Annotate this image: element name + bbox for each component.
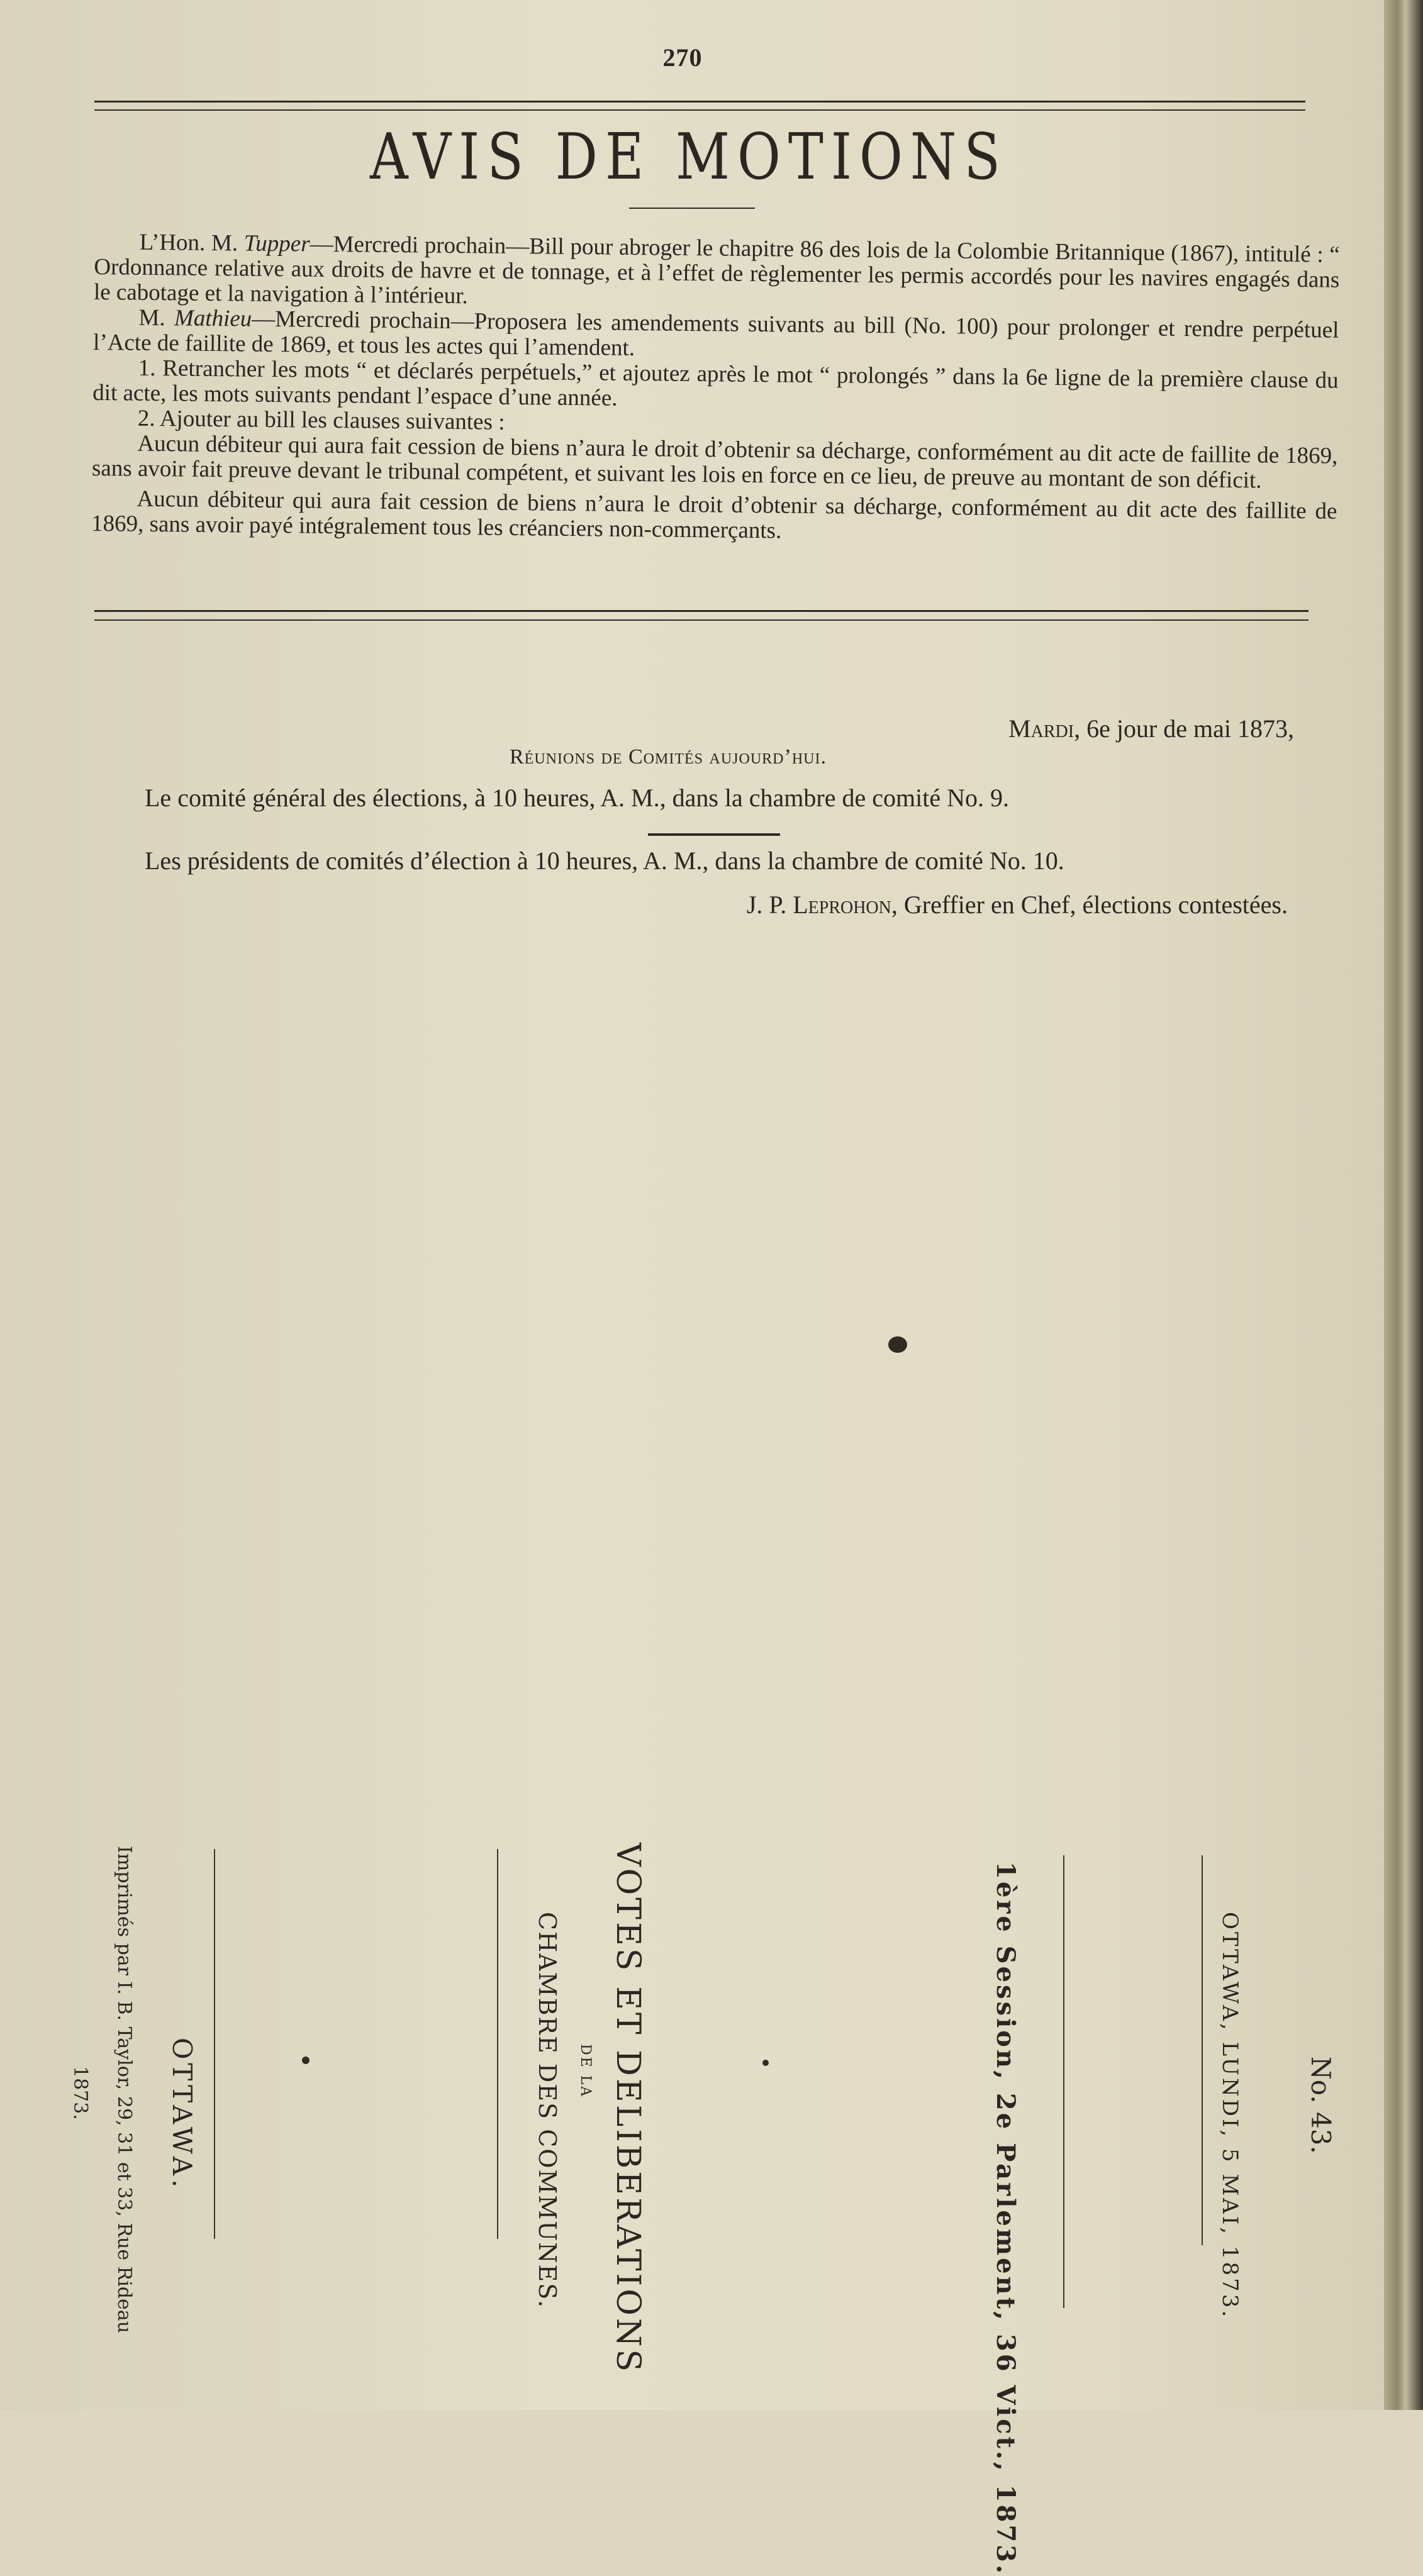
docket-year: 1873.	[69, 2066, 91, 2120]
docket-city: OTTAWA.	[167, 2038, 198, 2192]
motion-text: —Mercredi prochain—Proposera les amendements suivants au bill (No. 100) pour prolonger et rendre perpétuel l’Acte de faillite de 1869, et tous les actes qui l’amendent.	[92, 306, 1339, 362]
notice-date-text: 6e jour de mai 1873,	[1086, 714, 1294, 743]
docket-title: VOTES ET DELIBERATIONS	[609, 1843, 647, 2374]
notice-day: Mardi,	[1008, 714, 1081, 743]
notice-date	[1008, 714, 1294, 743]
presidents-meeting: Les présidents de comités d’élection à 10 heures, A. M., dans la chambre de comité No. 10.	[145, 847, 1064, 875]
endorsement-divider	[497, 1849, 498, 2239]
ink-spot	[302, 2057, 310, 2064]
docket-de-la: DE LA	[578, 2044, 593, 2099]
ink-spot	[888, 1336, 907, 1353]
signatory-name: J. P. Leprohon,	[746, 891, 898, 919]
docket-date: OTTAWA, LUNDI, 5 MAI, 1873.	[1217, 1912, 1242, 2320]
motion-mover: Tupper	[243, 230, 310, 257]
section-rule	[94, 610, 1309, 612]
amendment-clause-1: Aucun débiteur qui aura fait cession de biens n’aura le droit d’obtenir sa décharge, conformément au dit acte de faillite de 1869, sans avoir fait preuve devant le tribunal compétent, et suivant les lois en force en ce lieu, de preuve au montant de son déficit.	[91, 430, 1338, 494]
motion-speaker: M.	[138, 304, 165, 331]
motion-text: —Mercredi prochain—Bill pour abroger le chapitre 86 des lois de la Colombie Britannique (1867), intitulé : “ Ordonnance relative aux droits de havre et de tonnage, et à l’effet de règlementer les permis accordés pour les navires engagés dans le cabotage et la navigation à l’intérieur.	[93, 231, 1340, 309]
meetings-heading: Réunions de Comités aujourd’hui.	[510, 745, 827, 769]
signature	[747, 890, 1288, 919]
motion-mover: Mathieu	[174, 305, 252, 332]
top-rule-inner	[94, 109, 1305, 111]
docket-number: No. 43.	[1305, 2057, 1336, 2154]
section-title: AVIS DE MOTIONS	[370, 119, 1008, 194]
docket-chamber: CHAMBRE DES COMMUNES.	[533, 1912, 561, 2309]
committee-meeting: Le comité général des élections, à 10 heures, A. M., dans la chambre de comité No. 9.	[145, 784, 1009, 812]
amendment-clause-2: Aucun débiteur qui aura fait cession de biens n’aura le droit d’obtenir sa décharge, conformément au dit acte des faillite de 1869, sans avoir payé intégralement tous les créanciers non-commerçants.	[91, 486, 1337, 544]
amendment-item-2: 2. Ajouter au bill les clauses suivantes :	[137, 405, 505, 435]
endorsement-divider	[214, 1849, 215, 2239]
page-edge-binding	[1384, 0, 1423, 2410]
endorsement-divider	[1202, 1855, 1203, 2245]
title-underline	[629, 208, 755, 209]
top-rule	[94, 101, 1305, 103]
motions-block	[91, 230, 1340, 550]
motion-tupper	[94, 230, 1340, 318]
short-divider	[648, 833, 780, 836]
motion-speaker: L’Hon. M.	[139, 229, 238, 257]
signatory-title: Greffier en Chef, élections contestées.	[903, 891, 1288, 919]
page-number: 270	[662, 43, 703, 72]
section-rule-inner	[94, 619, 1309, 621]
docket-printer: Imprimés par I. B. Taylor, 29, 31 et 33, Rue Rideau	[113, 1846, 135, 2333]
ink-spot	[762, 2060, 769, 2066]
endorsement-divider	[1063, 1855, 1064, 2308]
docket-session: 1ère Session, 2e Parlement, 36 Vict., 1873.	[991, 1862, 1020, 2576]
amendment-item-1: 1. Retrancher les mots “ et déclarés perpétuels,” et ajoutez après le mot “ prolongés ” dans la 6e ligne de la première clause du dit acte, les mots suivants pendant l’espace d’une année.	[92, 355, 1339, 411]
